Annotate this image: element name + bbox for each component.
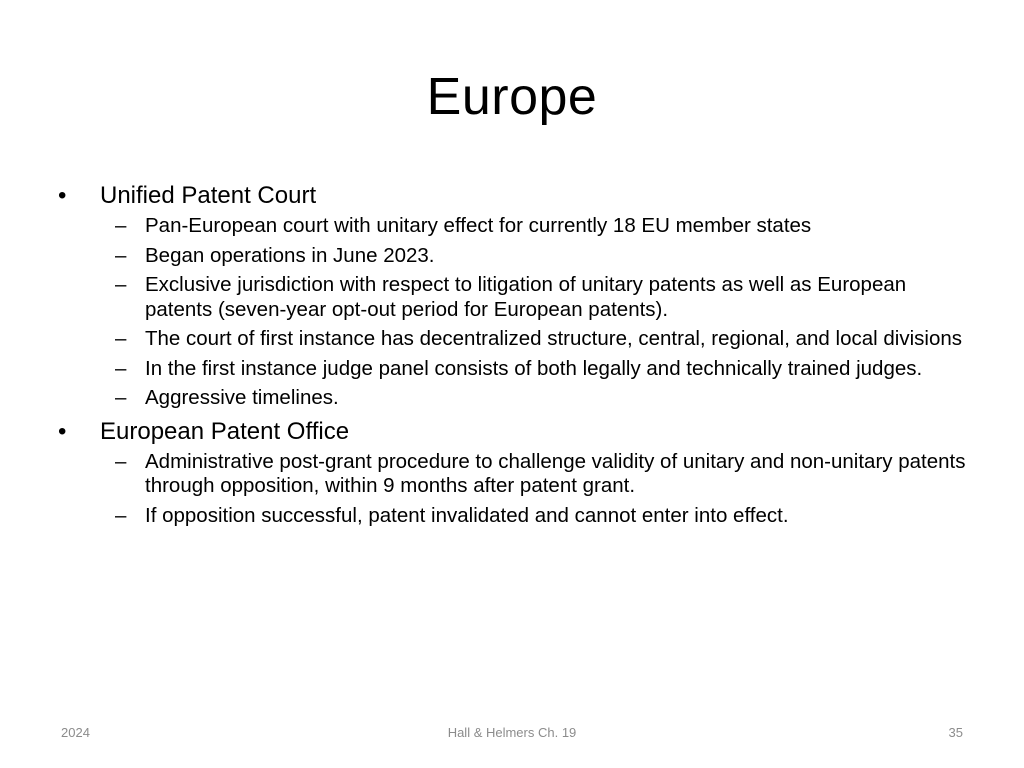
slide-content [58, 180, 968, 533]
bullet-icon: • [58, 182, 67, 209]
dash-icon: – [115, 243, 127, 267]
dash-icon: – [115, 386, 127, 409]
bullet-european-patent-office [58, 416, 968, 529]
sub-item: – In the first instance judge panel consists of both legally and technically trained judges. [115, 356, 923, 380]
slide-number: 35 [948, 725, 963, 740]
dash-icon: – [115, 503, 127, 527]
bullet-text: European Patent Office [100, 417, 350, 445]
sub-item: – Began operations in June 2023. [115, 243, 435, 267]
footer-source: Hall & Helmers Ch. 19 [447, 725, 577, 740]
dash-icon: – [115, 327, 127, 350]
sub-item: – Administrative post-grant procedure to challenge validity of unitary and non-unitary patents through opposition, within 9 months after patent grant. [115, 449, 966, 497]
sub-item: – The court of first instance has decentralized structure, central, regional, and local divisions [115, 327, 962, 350]
slide-title: Europe [426, 68, 598, 126]
bullet-icon: • [58, 417, 67, 445]
dash-icon: – [115, 449, 127, 473]
sub-item: – If opposition successful, patent invalidated and cannot enter into effect. [115, 503, 789, 527]
footer-year: 2024 [61, 725, 90, 740]
sub-item: – Exclusive jurisdiction with respect to litigation of unitary patents as well as European patents (seven-year opt-out period for European patents). [115, 273, 907, 321]
sub-item: – Pan-European court with unitary effect for currently 18 EU member states [115, 214, 812, 237]
dash-icon: – [115, 214, 127, 237]
sub-list [100, 450, 968, 529]
dash-icon: – [115, 273, 127, 296]
dash-icon: – [115, 356, 127, 380]
sub-item: – Aggressive timelines. [115, 386, 339, 409]
bullet-unified-patent-court [58, 180, 968, 411]
sub-list [100, 214, 968, 411]
bullet-text: Unified Patent Court [100, 182, 317, 209]
